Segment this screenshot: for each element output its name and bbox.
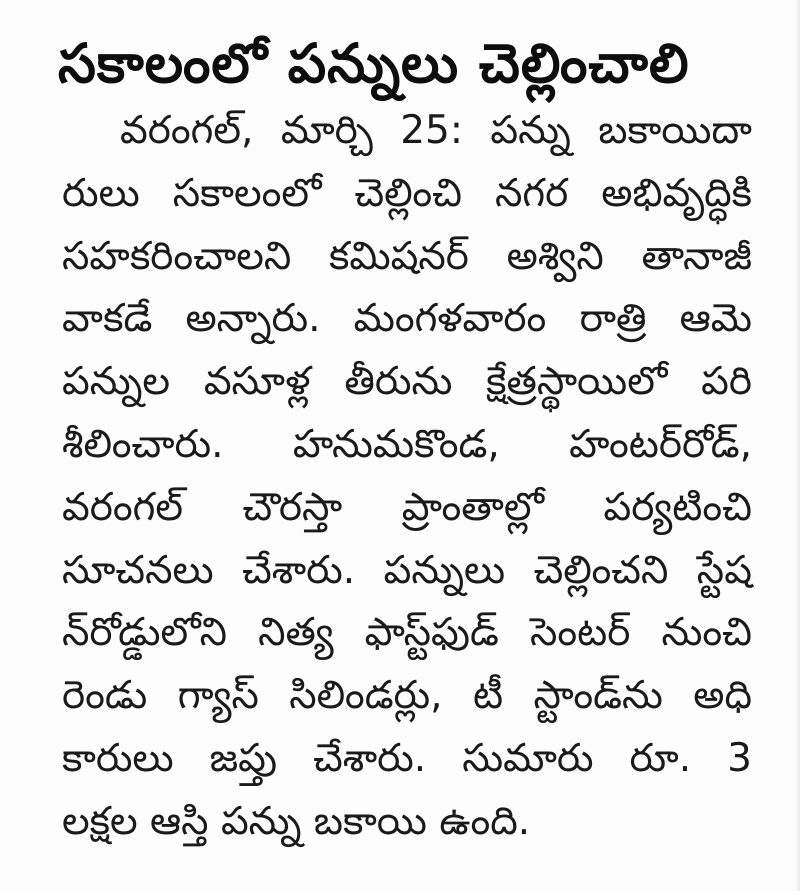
- article-headline: సకాలంలో పన్నులు చెల్లించాలి: [58, 32, 690, 95]
- article-line: కారులు జప్తు చేశారు. సుమారు రూ. 3: [62, 735, 752, 781]
- article-body: [62, 100, 752, 854]
- article-line: లక్షల ఆస్తి పన్ను బకాయి ఉంది.: [62, 798, 531, 844]
- article-line: న్‌రోడ్డులోని నిత్య ఫాస్ట్‌ఫుడ్ సెంటర్ నుంచి: [62, 610, 752, 656]
- article-line: సూచనలు చేశారు. పన్నులు చెల్లించని స్టేష: [62, 547, 752, 593]
- article-line: సహకరించాలని కమిషనర్ అశ్విని తానాజీ: [62, 233, 752, 279]
- article-line: పన్నుల వసూళ్ల తీరును క్షేత్రస్థాయిలో పరి: [62, 359, 752, 405]
- article-line: వరంగల్ చౌరస్తా ప్రాంతాల్లో పర్యటించి: [62, 484, 752, 530]
- scan-edge-shadow: [794, 0, 800, 891]
- article-line: వాకడే అన్నారు. మంగళవారం రాత్రి ఆమె: [62, 296, 752, 342]
- article-line: రెండు గ్యాస్ సిలిండర్లు, టీ స్టాండ్‌ను అధి: [62, 673, 752, 719]
- article-line: రులు సకాలంలో చెల్లించి నగర అభివృద్ధికి: [62, 170, 752, 216]
- article-line: వరంగల్, మార్చి 25: పన్ను బకాయిదా: [120, 108, 752, 153]
- article-line: శీలించారు. హనుమకొండ, హంటర్‌రోడ్,: [62, 421, 752, 467]
